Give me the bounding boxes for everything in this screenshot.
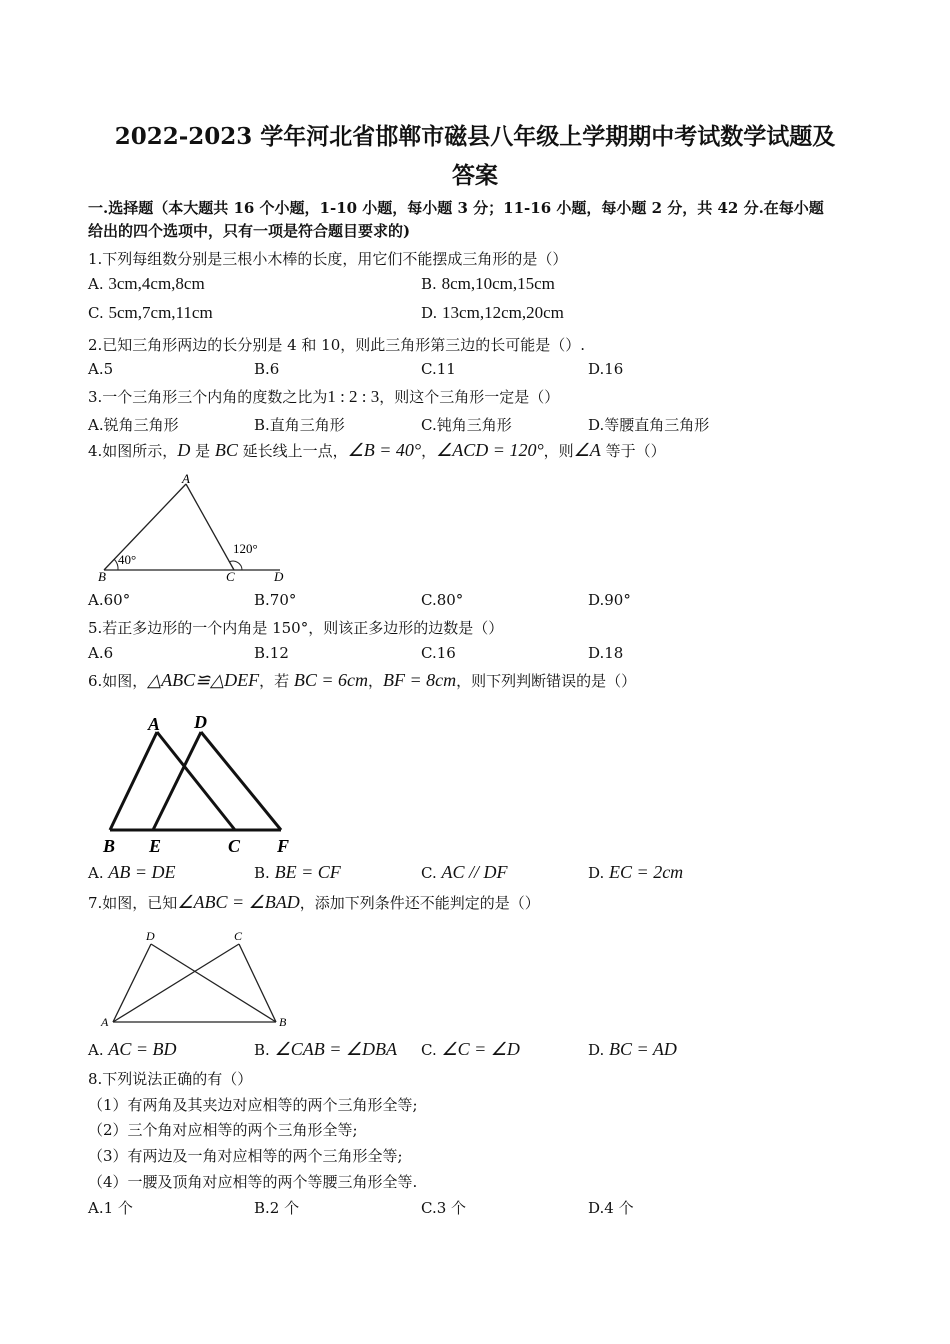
q4-line-ab: [104, 484, 186, 570]
q5-stem: 5.若正多边形的一个内角是 150°，则该正多边形的边数是（）: [88, 619, 504, 637]
q8-statement-4: （4）一腰及顶角对应相等的两个等腰三角形全等.: [88, 1173, 418, 1191]
q2-stem: 2.已知三角形两边的长分别是 4 和 10，则此三角形第三边的长可能是（）.: [88, 336, 586, 354]
q7-option-b: B. ∠CAB = ∠DBA: [254, 1039, 397, 1059]
q6-line-ac: [157, 732, 235, 830]
q6-stem: 6.如图，△ABC≌△DEF，若 BC = 6cm，BF = 8cm，则下列判断错误的是（）: [88, 670, 637, 690]
q4-option-b: B.70°: [254, 591, 297, 609]
q7-stem: 7.如图，已知∠ABC = ∠BAD，添加下列条件还不能判定的是（）: [88, 892, 540, 912]
q4-label-c: C: [226, 569, 235, 584]
q6-option-d: D. EC = 2cm: [588, 862, 684, 882]
q6-label-f: F: [277, 836, 290, 856]
q7-label-a: A: [101, 1015, 109, 1029]
q3-option-b: B.直角三角形: [254, 416, 345, 434]
q4-triangle-figure: [88, 470, 298, 585]
q6-congruent-triangles-figure: [100, 708, 300, 858]
q6-option-b: B. BE = CF: [254, 862, 341, 882]
section-heading-line2: 给出的四个选项中，只有一项是符合题目要求的): [88, 222, 411, 240]
q2-option-b: B.6: [254, 360, 280, 378]
q8-statement-1: （1）有两角及其夹边对应相等的两个三角形全等;: [88, 1096, 418, 1114]
q2-option-c: C.11: [421, 360, 456, 378]
q2-option-a: A.5: [88, 360, 114, 378]
q6-line-df: [201, 732, 281, 830]
q8-stem: 8.下列说法正确的有（）: [88, 1070, 253, 1088]
q4-label-b: B: [98, 569, 106, 584]
q1-option-b: B. 8cm,10cm,15cm: [421, 274, 555, 293]
q7-option-a: A. AC = BD: [88, 1039, 177, 1059]
q7-label-c: C: [234, 929, 243, 943]
q2-option-d: D.16: [588, 360, 624, 378]
q8-statement-2: （2）三个角对应相等的两个三角形全等;: [88, 1121, 358, 1139]
q7-quadrilateral-figure: [95, 926, 295, 1034]
q4-option-c: C.80°: [421, 591, 464, 609]
q8-option-b: B.2 个: [254, 1199, 300, 1217]
q4-label-d: D: [274, 569, 284, 584]
q1-stem: 1.下列每组数分别是三根小木棒的长度，用它们不能摆成三角形的是（）: [88, 250, 568, 268]
q6-label-c: C: [228, 836, 241, 856]
q5-option-a: A.6: [88, 644, 114, 662]
q8-option-a: A.1 个: [88, 1199, 133, 1217]
q4-angle-b-label: 40°: [118, 552, 137, 567]
q6-label-d: D: [194, 712, 207, 732]
document-title-line1: 2022-2023 学年河北省邯郸市磁县八年级上学期期中考试数学试题及: [114, 123, 836, 150]
q4-angle-c-label: 120°: [233, 541, 258, 556]
q1-option-a: A. 3cm,4cm,8cm: [88, 274, 205, 293]
q6-line-de: [153, 732, 201, 830]
q7-option-c: C. ∠C = ∠D: [421, 1039, 520, 1059]
q4-stem: 4.如图所示，D 是 BC 延长线上一点，∠B = 40°，∠ACD = 120°，则∠A 等于（）: [88, 440, 666, 460]
q7-option-d: D. BC = AD: [588, 1039, 677, 1059]
q3-option-c: C.钝角三角形: [421, 416, 512, 434]
q1-option-d: D. 13cm,12cm,20cm: [421, 303, 564, 322]
q6-option-c: C. AC // DF: [421, 862, 508, 882]
q6-label-e: E: [149, 836, 162, 856]
q6-option-a: A. AB = DE: [88, 862, 176, 882]
q1-option-c: C. 5cm,7cm,11cm: [88, 303, 213, 322]
q6-label-b: B: [103, 836, 116, 856]
q5-option-b: B.12: [254, 644, 289, 662]
q6-label-a: A: [148, 714, 161, 734]
q8-option-c: C.3 个: [421, 1199, 467, 1217]
q4-label-a: A: [182, 471, 190, 486]
q3-option-a: A.锐角三角形: [88, 416, 179, 434]
q8-statement-3: （3）有两边及一角对应相等的两个三角形全等;: [88, 1147, 403, 1165]
q6-line-ab: [110, 732, 157, 830]
q7-label-d: D: [146, 929, 155, 943]
document-title-line2: 答案: [452, 162, 498, 189]
q5-option-d: D.18: [588, 644, 624, 662]
q8-option-d: D.4 个: [588, 1199, 634, 1217]
q4-option-d: D.90°: [588, 591, 631, 609]
q7-label-b: B: [279, 1015, 287, 1029]
q3-option-d: D.等腰直角三角形: [588, 416, 710, 434]
q4-line-ac: [186, 484, 234, 570]
q5-option-c: C.16: [421, 644, 456, 662]
q4-option-a: A.60°: [88, 591, 131, 609]
q3-stem: 3.一个三角形三个内角的度数之比为1 : 2 : 3，则这个三角形一定是（）: [88, 387, 560, 406]
section-heading-line1: 一.选择题（本大题共 16 个小题，1-10 小题，每小题 3 分；11-16 小题，每小题 2 分，共 42 分.在每小题: [88, 199, 824, 217]
